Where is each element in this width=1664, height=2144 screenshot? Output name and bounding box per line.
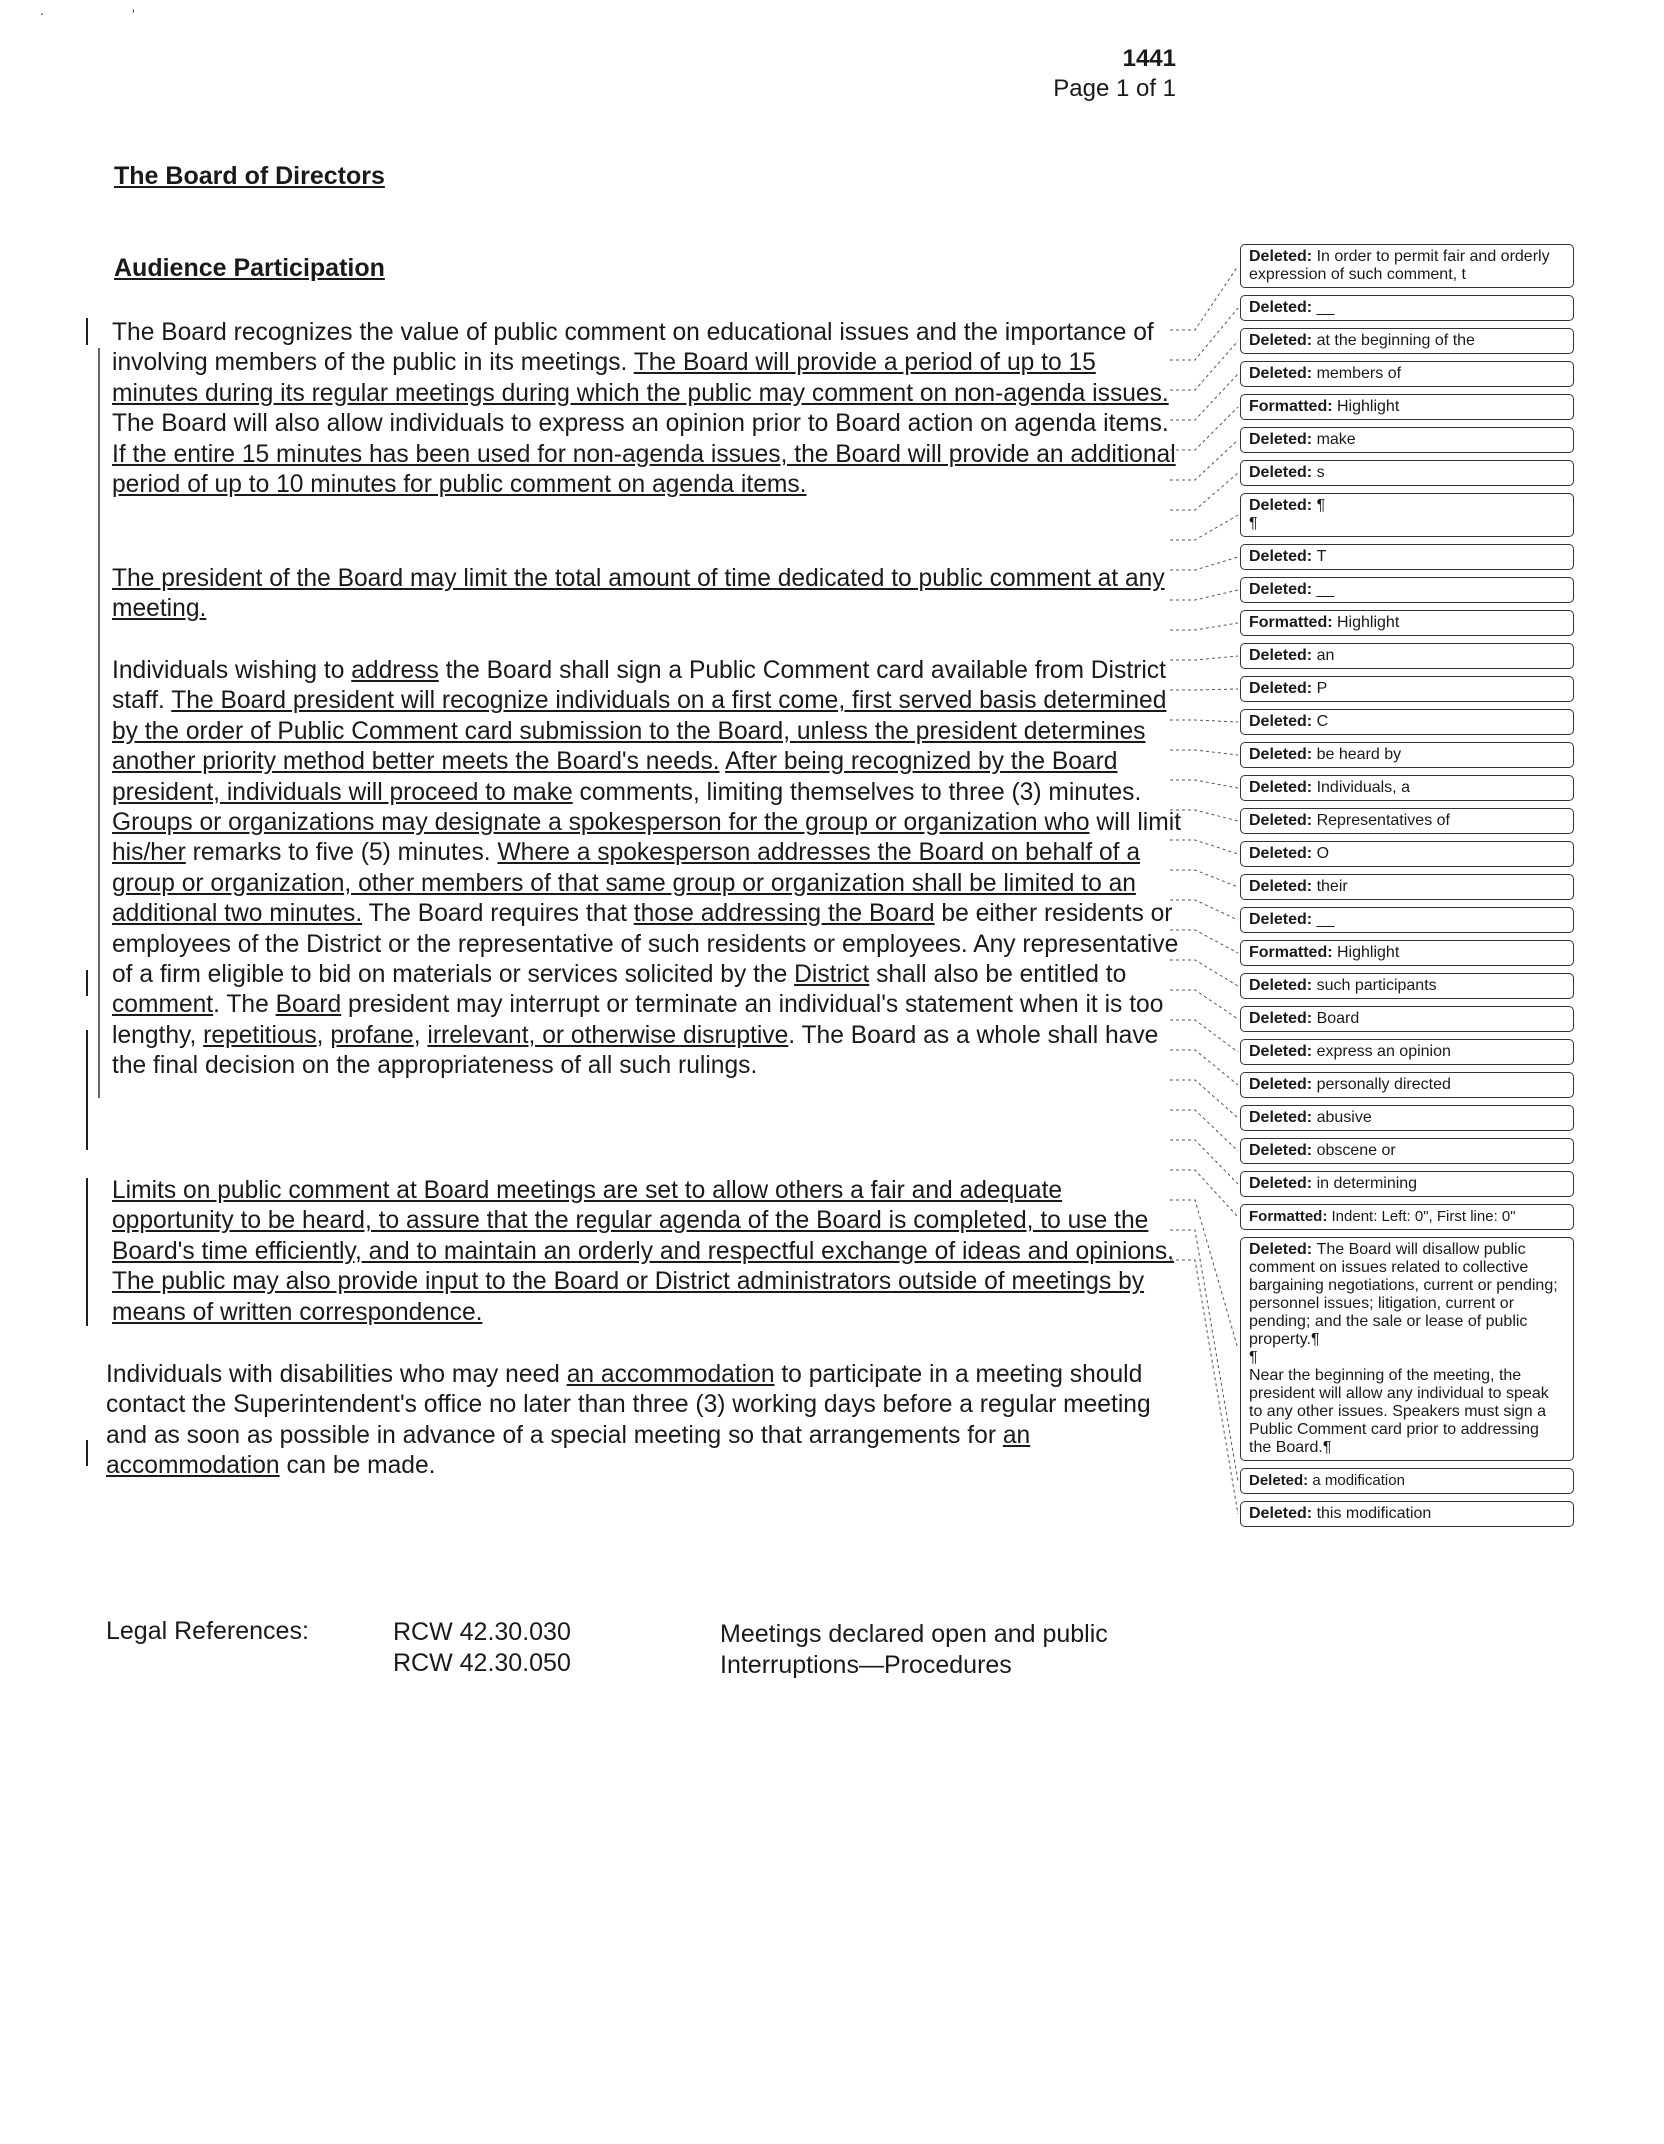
- revision-text: a modification: [1312, 1472, 1405, 1489]
- revision-balloon[interactable]: [1240, 1468, 1574, 1494]
- leader-line: [1170, 960, 1238, 986]
- text-run: Individuals with disabilities who may need: [106, 1361, 567, 1388]
- inserted-text: Board: [275, 991, 342, 1019]
- scan-mark: ': [132, 6, 135, 22]
- text-run: the Board shall sign a Public Comment card available from District staff.: [112, 657, 1166, 715]
- revision-text: this modification: [1316, 1505, 1432, 1522]
- revision-text: members of: [1316, 365, 1402, 382]
- revision-kind: Deleted:: [1249, 1472, 1313, 1489]
- revision-kind: Deleted:: [1249, 845, 1317, 862]
- leader-line: [1170, 1200, 1238, 1349]
- revision-text: s: [1316, 464, 1325, 481]
- revision-balloon[interactable]: [1240, 1237, 1574, 1461]
- revision-text: Board: [1316, 1010, 1360, 1027]
- text-run: comments, limiting themselves to three (3) minutes.: [572, 778, 1142, 806]
- inserted-text: irrelevant, or otherwise disruptive: [427, 1021, 789, 1049]
- revision-kind: Deleted:: [1249, 977, 1317, 994]
- revision-kind: Deleted:: [1249, 911, 1317, 928]
- revision-kind: Deleted:: [1249, 365, 1317, 382]
- revision-kind: Deleted:: [1249, 497, 1317, 514]
- leader-line: [1170, 720, 1238, 722]
- page-number: 1441: [1122, 45, 1176, 72]
- leader-line: [1170, 1050, 1238, 1085]
- leader-line: [1170, 870, 1238, 887]
- revision-kind: Deleted:: [1249, 1010, 1317, 1027]
- revision-text: O: [1316, 845, 1330, 862]
- revision-kind: Deleted:: [1249, 332, 1317, 349]
- leader-line: [1170, 374, 1238, 420]
- text-run: ,: [316, 1021, 331, 1049]
- text-run: president may interrupt or terminate an individual's statement when it is too lengthy,: [112, 991, 1164, 1049]
- revision-kind: Deleted:: [1249, 680, 1317, 697]
- leader-line: [1170, 750, 1238, 755]
- revision-kind: Deleted:: [1249, 1175, 1317, 1192]
- leader-line: [1170, 266, 1238, 330]
- legal-ref: RCW 42.30.050: [393, 1649, 571, 1677]
- revision-balloon[interactable]: [1240, 907, 1574, 933]
- leader-line: [1170, 780, 1238, 788]
- revision-balloon[interactable]: [1240, 493, 1574, 537]
- leader-line: [1170, 1140, 1238, 1184]
- leader-line: [1170, 990, 1238, 1019]
- revision-text: be heard by: [1316, 746, 1402, 763]
- leader-line: [1170, 689, 1238, 690]
- revision-text: express an opinion: [1316, 1043, 1451, 1060]
- inserted-text: District: [794, 961, 870, 989]
- text-run: . The: [213, 991, 276, 1019]
- text-run: can be made.: [279, 1452, 436, 1480]
- revision-text: Highlight: [1337, 398, 1400, 415]
- revision-balloon[interactable]: [1240, 841, 1574, 867]
- revision-balloon[interactable]: [1240, 709, 1574, 735]
- text-run: The Board requires that: [362, 900, 634, 928]
- revision-kind: Deleted:: [1249, 1109, 1317, 1126]
- revision-kind: Deleted:: [1249, 746, 1317, 763]
- inserted-text: Groups or organizations may designate a spokesperson for the group or organization who: [112, 809, 1090, 837]
- inserted-text: The president of the Board may limit the total amount of time dedicated to public comment at any meeting.: [112, 565, 1165, 623]
- scan-mark: .: [40, 2, 44, 18]
- revision-kind: Deleted:: [1249, 878, 1317, 895]
- document-title: The Board of Directors: [114, 162, 385, 190]
- text-run: The Board will also allow individuals to express an opinion prior to Board action on agenda items.: [112, 410, 1169, 438]
- revision-kind: Deleted:: [1249, 1505, 1317, 1522]
- leader-line: [1170, 341, 1238, 390]
- inserted-text: an accommodation: [106, 1421, 1031, 1480]
- revision-text: __: [1316, 581, 1335, 598]
- leader-line: [1170, 810, 1238, 821]
- inserted-text: comment: [112, 991, 214, 1019]
- revision-text: __: [1316, 299, 1335, 316]
- revision-balloon[interactable]: [1240, 1171, 1574, 1197]
- revision-balloon[interactable]: [1240, 973, 1574, 999]
- revision-text: Highlight: [1337, 944, 1400, 961]
- revision-balloon[interactable]: [1240, 1105, 1574, 1131]
- revision-kind: Deleted:: [1249, 812, 1317, 829]
- text-run: The Board recognizes the value of public comment on educational issues and the importance of involving members of the public in its meetings.: [112, 319, 1154, 377]
- revision-balloon[interactable]: [1240, 427, 1574, 453]
- inserted-text: The Board president will recognize individuals on a first come, first served basis determined by the order of Public Comment card submission to the Board, unless the president determines another priority method better meets the Board's needs.: [112, 687, 1167, 776]
- revision-balloon[interactable]: [1240, 295, 1574, 321]
- text-run: shall also be entitled to: [869, 961, 1127, 989]
- revision-balloon[interactable]: [1240, 808, 1574, 834]
- revision-kind: Deleted:: [1249, 548, 1317, 565]
- revision-text: Highlight: [1337, 614, 1400, 631]
- leader-line: [1170, 1110, 1238, 1151]
- revision-kind: Formatted:: [1249, 1208, 1332, 1225]
- revision-balloon[interactable]: [1240, 394, 1574, 420]
- revision-balloon[interactable]: [1240, 328, 1574, 354]
- inserted-text: Limits on public comment at Board meetings are set to allow others a fair and adequate opportunity to be heard, to assure that the regular agenda of the Board is completed, to use the Board's time efficiently, and to maintain an orderly and respectful exchange of ideas and opinions. The public may also provide input to the Board or District administrators outside of meetings by means of written correspondence.: [112, 1177, 1174, 1326]
- section-heading: Audience Participation: [114, 254, 385, 282]
- leader-line: [1170, 407, 1238, 450]
- revision-text: obscene or: [1316, 1142, 1396, 1159]
- revision-balloon[interactable]: [1240, 361, 1574, 387]
- leader-line: [1170, 1170, 1238, 1217]
- inserted-text: an accommodation: [566, 1361, 775, 1388]
- revision-kind: Formatted:: [1249, 944, 1337, 961]
- revision-balloon[interactable]: [1240, 244, 1574, 288]
- revision-text: such participants: [1316, 977, 1437, 994]
- inserted-text: those addressing the Board: [633, 900, 935, 928]
- revision-text: make: [1316, 431, 1356, 448]
- revision-kind: Formatted:: [1249, 398, 1337, 415]
- leader-line: [1170, 1230, 1238, 1481]
- inserted-text: After being recognized by the Board president, individuals will proceed to make: [112, 748, 1118, 806]
- revision-balloon[interactable]: [1240, 544, 1574, 570]
- leader-line: [1170, 515, 1238, 540]
- leader-line: [1170, 590, 1238, 600]
- revision-kind: Deleted:: [1249, 1043, 1317, 1060]
- revision-kind: Deleted:: [1249, 464, 1317, 481]
- leader-line: [1170, 557, 1238, 570]
- text-run: will limit: [1089, 809, 1182, 837]
- legal-ref: RCW 42.30.030: [393, 1618, 571, 1646]
- revision-text: Indent: Left: 0", First line: 0": [1331, 1208, 1516, 1225]
- legal-desc: Meetings declared open and public: [720, 1620, 1108, 1648]
- leader-line: [1170, 656, 1238, 660]
- leader-line: [1170, 930, 1238, 953]
- leader-line: [1170, 623, 1238, 630]
- revision-balloons: [1240, 244, 1574, 1534]
- revision-balloon[interactable]: [1240, 1138, 1574, 1164]
- revision-text: personally directed: [1316, 1076, 1451, 1093]
- revision-balloon[interactable]: [1240, 1072, 1574, 1098]
- revision-kind: Deleted:: [1249, 299, 1317, 316]
- text-run: . The Board as a whole shall have the final decision on the appropriateness of all such rulings.: [112, 1021, 1159, 1080]
- inserted-text: address: [351, 657, 439, 684]
- revision-text: at the beginning of the: [1316, 332, 1475, 349]
- inserted-text: his/her: [112, 839, 186, 867]
- revision-balloon[interactable]: [1240, 940, 1574, 966]
- inserted-text: If the entire 15 minutes has been used for non-agenda issues, the Board will provide an additional period of up to 10 minutes for public comment on agenda items.: [112, 440, 1176, 499]
- leader-line: [1170, 840, 1238, 854]
- revision-balloon[interactable]: [1240, 1501, 1574, 1527]
- revision-balloon[interactable]: [1240, 874, 1574, 900]
- leader-line: [1170, 900, 1238, 920]
- revision-kind: Deleted:: [1249, 713, 1317, 730]
- revision-balloon[interactable]: [1240, 1006, 1574, 1032]
- page-label: Page 1 of 1: [1053, 75, 1176, 102]
- revision-text: C: [1316, 713, 1329, 730]
- revision-kind: Deleted:: [1249, 779, 1317, 796]
- revision-text: abusive: [1316, 1109, 1372, 1126]
- legal-references-label: Legal References:: [106, 1617, 309, 1645]
- revision-balloon[interactable]: [1240, 676, 1574, 702]
- inserted-text: Where a spokesperson addresses the Board on behalf of a group or organization, other members of that same group or organization shall be limited to an additional two minutes.: [112, 839, 1141, 928]
- revision-balloon[interactable]: [1240, 1039, 1574, 1065]
- revision-balloon[interactable]: [1240, 610, 1574, 636]
- legal-desc: Interruptions—Procedures: [720, 1651, 1012, 1679]
- leader-line: [1170, 1080, 1238, 1118]
- leader-line: [1170, 1260, 1238, 1514]
- revision-kind: Deleted:: [1249, 581, 1317, 598]
- revision-text: In order to permit fair and orderly expression of such comment, t: [1249, 248, 1550, 283]
- leader-line: [1170, 440, 1238, 480]
- revision-text: __: [1316, 911, 1335, 928]
- revision-text: their: [1316, 878, 1348, 895]
- revision-balloon[interactable]: [1240, 577, 1574, 603]
- revision-kind: Deleted:: [1249, 248, 1317, 265]
- revision-balloon[interactable]: [1240, 460, 1574, 486]
- text-run: ,: [413, 1021, 428, 1049]
- revision-text: The Board will disallow public comment on issues related to collective bargaining negotiations, current or pending; personnel issues; litigation, current or pending; and the sale or lease of public property.¶ ¶ Near the beginning of the meeting, the president will allow any individual to speak to any other issues. Speakers must sign a Public Comment card prior to addressing the Board.¶: [1249, 1241, 1558, 1456]
- leader-line: [1170, 1020, 1238, 1052]
- inserted-text: profane: [330, 1021, 414, 1049]
- revision-balloon[interactable]: [1240, 742, 1574, 768]
- revision-text: an: [1316, 647, 1335, 664]
- revision-balloon[interactable]: [1240, 643, 1574, 669]
- inserted-text: The Board will provide a period of up to 15 minutes during its regular meetings during which the public may comment on non-agenda issues.: [112, 349, 1169, 407]
- revision-kind: Deleted:: [1249, 1241, 1317, 1258]
- revision-kind: Deleted:: [1249, 1076, 1317, 1093]
- revision-text: T: [1316, 548, 1327, 565]
- revision-kind: Deleted:: [1249, 647, 1317, 664]
- text-run: remarks to five (5) minutes.: [185, 839, 498, 867]
- leader-line: [1170, 473, 1238, 510]
- revision-text: P: [1316, 680, 1328, 697]
- revision-balloon[interactable]: [1240, 775, 1574, 801]
- inserted-text: repetitious: [203, 1021, 317, 1049]
- revision-kind: Formatted:: [1249, 614, 1337, 631]
- leader-line: [1170, 308, 1238, 360]
- revision-text: in determining: [1316, 1175, 1418, 1192]
- text-run: be either residents or employees of the District or the representative of such residents or employees. Any representative of a firm eligible to bid on materials or services solicited by the: [112, 900, 1179, 989]
- revision-text: Representatives of: [1316, 812, 1450, 829]
- text-run: Individuals wishing to: [112, 657, 352, 684]
- revision-balloon[interactable]: [1240, 1204, 1574, 1230]
- revision-kind: Deleted:: [1249, 1142, 1317, 1159]
- revision-kind: Deleted:: [1249, 431, 1317, 448]
- revision-text: Individuals, a: [1316, 779, 1410, 796]
- revision-text: ¶ ¶: [1249, 497, 1326, 532]
- text-run: to participate in a meeting should contact the Superintendent's office no later than three (3) working days before a regular meeting and as soon as possible in advance of a special meeting so that arrangements for: [106, 1361, 1151, 1449]
